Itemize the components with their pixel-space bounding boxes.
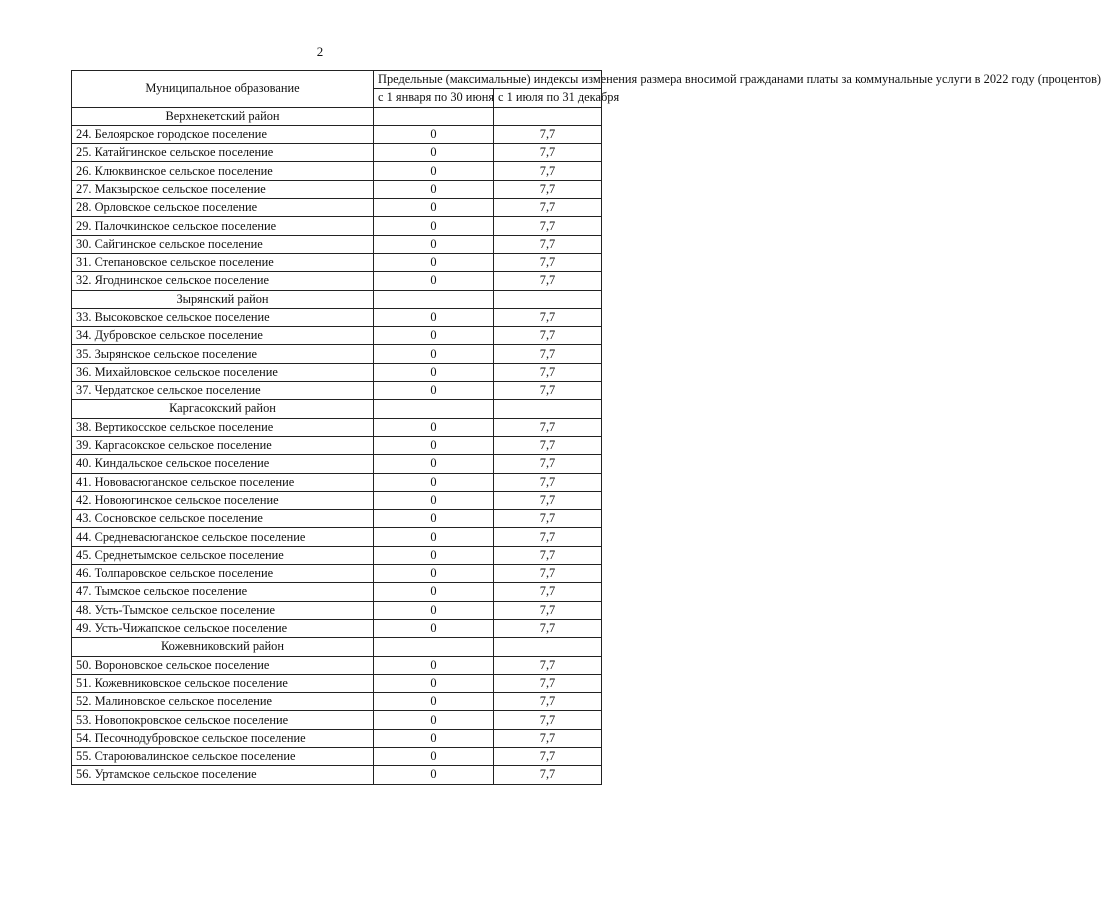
municipality-name: 51. Кожевниковское сельское поселение xyxy=(72,674,374,692)
index-period-2: 7,7 xyxy=(494,308,602,326)
index-period-2: 7,7 xyxy=(494,528,602,546)
table-row xyxy=(72,583,602,601)
index-period-1: 0 xyxy=(374,491,494,509)
index-period-1: 0 xyxy=(374,345,494,363)
table-row xyxy=(72,619,602,637)
municipality-name: 33. Высоковское сельское поселение xyxy=(72,308,374,326)
municipality-name: 26. Клюквинское сельское поселение xyxy=(72,162,374,180)
index-period-1: 0 xyxy=(374,510,494,528)
index-period-2: 7,7 xyxy=(494,162,602,180)
index-period-1: 0 xyxy=(374,253,494,271)
header-municipality: Муниципальное образование xyxy=(72,71,374,108)
municipality-name: 39. Каргасокское сельское поселение xyxy=(72,436,374,454)
municipality-name: 46. Толпаровское сельское поселение xyxy=(72,565,374,583)
municipality-name: 25. Катайгинское сельское поселение xyxy=(72,144,374,162)
table-row xyxy=(72,162,602,180)
index-period-2: 7,7 xyxy=(494,565,602,583)
municipality-name: 53. Новопокровское сельское поселение xyxy=(72,711,374,729)
municipality-name: 28. Орловское сельское поселение xyxy=(72,199,374,217)
index-period-1: 0 xyxy=(374,601,494,619)
municipality-name: 48. Усть-Тымское сельское поселение xyxy=(72,601,374,619)
index-period-2: 7,7 xyxy=(494,766,602,784)
district-row xyxy=(72,638,602,656)
index-period-2: 7,7 xyxy=(494,345,602,363)
table-row xyxy=(72,363,602,381)
table-row xyxy=(72,418,602,436)
index-period-2: 7,7 xyxy=(494,583,602,601)
table-row xyxy=(72,272,602,290)
table-row xyxy=(72,473,602,491)
index-period-1: 0 xyxy=(374,235,494,253)
municipality-name: 24. Белоярское городское поселение xyxy=(72,125,374,143)
municipality-name: 42. Новоюгинское сельское поселение xyxy=(72,491,374,509)
table-row xyxy=(72,674,602,692)
index-period-1: 0 xyxy=(374,125,494,143)
district-row xyxy=(72,107,602,125)
index-period-1: 0 xyxy=(374,363,494,381)
index-period-2: 7,7 xyxy=(494,199,602,217)
municipality-name: 35. Зырянское сельское поселение xyxy=(72,345,374,363)
empty-cell xyxy=(374,290,494,308)
index-period-1: 0 xyxy=(374,565,494,583)
index-period-2: 7,7 xyxy=(494,235,602,253)
table-row xyxy=(72,180,602,198)
index-period-2: 7,7 xyxy=(494,363,602,381)
empty-cell xyxy=(494,400,602,418)
index-period-2: 7,7 xyxy=(494,382,602,400)
municipality-name: 41. Нововасюганское сельское поселение xyxy=(72,473,374,491)
index-period-1: 0 xyxy=(374,747,494,765)
municipality-name: 29. Палочкинское сельское поселение xyxy=(72,217,374,235)
index-period-2: 7,7 xyxy=(494,747,602,765)
index-period-1: 0 xyxy=(374,674,494,692)
index-period-2: 7,7 xyxy=(494,125,602,143)
empty-cell xyxy=(374,400,494,418)
table-row xyxy=(72,455,602,473)
district-row xyxy=(72,290,602,308)
index-period-1: 0 xyxy=(374,436,494,454)
index-period-2: 7,7 xyxy=(494,693,602,711)
table-row xyxy=(72,711,602,729)
index-period-1: 0 xyxy=(374,656,494,674)
municipality-name: 52. Малиновское сельское поселение xyxy=(72,693,374,711)
municipality-name: 43. Сосновское сельское поселение xyxy=(72,510,374,528)
empty-cell xyxy=(494,107,602,125)
empty-cell xyxy=(374,107,494,125)
tariff-index-table xyxy=(71,70,1101,785)
municipality-name: 32. Ягоднинское сельское поселение xyxy=(72,272,374,290)
index-period-1: 0 xyxy=(374,418,494,436)
table-row xyxy=(72,327,602,345)
page-number: 2 xyxy=(316,44,324,59)
index-period-2: 7,7 xyxy=(494,491,602,509)
index-period-2: 7,7 xyxy=(494,436,602,454)
municipality-name: 31. Степановское сельское поселение xyxy=(72,253,374,271)
table-row xyxy=(72,747,602,765)
index-period-1: 0 xyxy=(374,199,494,217)
index-period-2: 7,7 xyxy=(494,455,602,473)
index-period-1: 0 xyxy=(374,272,494,290)
index-period-1: 0 xyxy=(374,619,494,637)
index-period-1: 0 xyxy=(374,711,494,729)
index-period-1: 0 xyxy=(374,729,494,747)
municipality-name: 34. Дубровское сельское поселение xyxy=(72,327,374,345)
header-index-group: Предельные (максимальные) индексы изменения размера вносимой гражданами платы за коммунальные услуги в 2022 году (процентов) xyxy=(374,71,602,89)
table-row xyxy=(72,491,602,509)
district-row xyxy=(72,400,602,418)
index-period-1: 0 xyxy=(374,693,494,711)
index-period-2: 7,7 xyxy=(494,418,602,436)
index-period-1: 0 xyxy=(374,382,494,400)
header-period-2: с 1 июля по 31 декабря xyxy=(494,89,602,107)
table-row xyxy=(72,546,602,564)
empty-cell xyxy=(374,638,494,656)
index-period-1: 0 xyxy=(374,473,494,491)
table-row xyxy=(72,345,602,363)
municipality-name: 47. Тымское сельское поселение xyxy=(72,583,374,601)
municipality-name: 40. Киндальское сельское поселение xyxy=(72,455,374,473)
index-period-2: 7,7 xyxy=(494,656,602,674)
table-row xyxy=(72,565,602,583)
municipality-name: 36. Михайловское сельское поселение xyxy=(72,363,374,381)
index-period-2: 7,7 xyxy=(494,217,602,235)
index-period-2: 7,7 xyxy=(494,619,602,637)
municipality-name: 38. Вертикосское сельское поселение xyxy=(72,418,374,436)
table-row xyxy=(72,199,602,217)
district-name: Зырянский район xyxy=(72,290,374,308)
index-period-1: 0 xyxy=(374,327,494,345)
table-row xyxy=(72,436,602,454)
table-row xyxy=(72,253,602,271)
municipality-name: 45. Среднетымское сельское поселение xyxy=(72,546,374,564)
table-row xyxy=(72,693,602,711)
index-period-2: 7,7 xyxy=(494,510,602,528)
index-period-2: 7,7 xyxy=(494,327,602,345)
table-row xyxy=(72,382,602,400)
empty-cell xyxy=(494,638,602,656)
table-row xyxy=(72,235,602,253)
index-period-2: 7,7 xyxy=(494,711,602,729)
table-row xyxy=(72,601,602,619)
table-row xyxy=(72,656,602,674)
index-period-2: 7,7 xyxy=(494,601,602,619)
header-period-1: с 1 января по 30 июня xyxy=(374,89,494,107)
district-name: Верхнекетский район xyxy=(72,107,374,125)
municipality-name: 27. Макзырское сельское поселение xyxy=(72,180,374,198)
index-period-1: 0 xyxy=(374,455,494,473)
district-name: Каргасокский район xyxy=(72,400,374,418)
table-row xyxy=(72,217,602,235)
index-period-1: 0 xyxy=(374,162,494,180)
table-row xyxy=(72,308,602,326)
table-row xyxy=(72,729,602,747)
municipality-name: 37. Чердатское сельское поселение xyxy=(72,382,374,400)
index-period-2: 7,7 xyxy=(494,729,602,747)
index-period-2: 7,7 xyxy=(494,546,602,564)
index-period-1: 0 xyxy=(374,308,494,326)
municipality-name: 55. Староювалинское сельское поселение xyxy=(72,747,374,765)
empty-cell xyxy=(494,290,602,308)
table-row xyxy=(72,144,602,162)
table-row xyxy=(72,766,602,784)
index-period-1: 0 xyxy=(374,546,494,564)
index-period-2: 7,7 xyxy=(494,144,602,162)
index-period-1: 0 xyxy=(374,583,494,601)
table-row xyxy=(72,528,602,546)
table-row xyxy=(72,510,602,528)
index-period-2: 7,7 xyxy=(494,253,602,271)
municipality-name: 44. Средневасюганское сельское поселение xyxy=(72,528,374,546)
index-period-2: 7,7 xyxy=(494,473,602,491)
header-row xyxy=(72,71,602,89)
index-period-1: 0 xyxy=(374,217,494,235)
index-period-1: 0 xyxy=(374,180,494,198)
municipality-name: 54. Песочнодубровское сельское поселение xyxy=(72,729,374,747)
index-period-1: 0 xyxy=(374,528,494,546)
index-period-2: 7,7 xyxy=(494,674,602,692)
municipality-name: 30. Сайгинское сельское поселение xyxy=(72,235,374,253)
index-period-2: 7,7 xyxy=(494,272,602,290)
table-row xyxy=(72,125,602,143)
municipality-name: 56. Уртамское сельское поселение xyxy=(72,766,374,784)
index-period-1: 0 xyxy=(374,766,494,784)
municipality-name: 50. Вороновское сельское поселение xyxy=(72,656,374,674)
municipality-name: 49. Усть-Чижапское сельское поселение xyxy=(72,619,374,637)
index-period-1: 0 xyxy=(374,144,494,162)
index-period-2: 7,7 xyxy=(494,180,602,198)
district-name: Кожевниковский район xyxy=(72,638,374,656)
